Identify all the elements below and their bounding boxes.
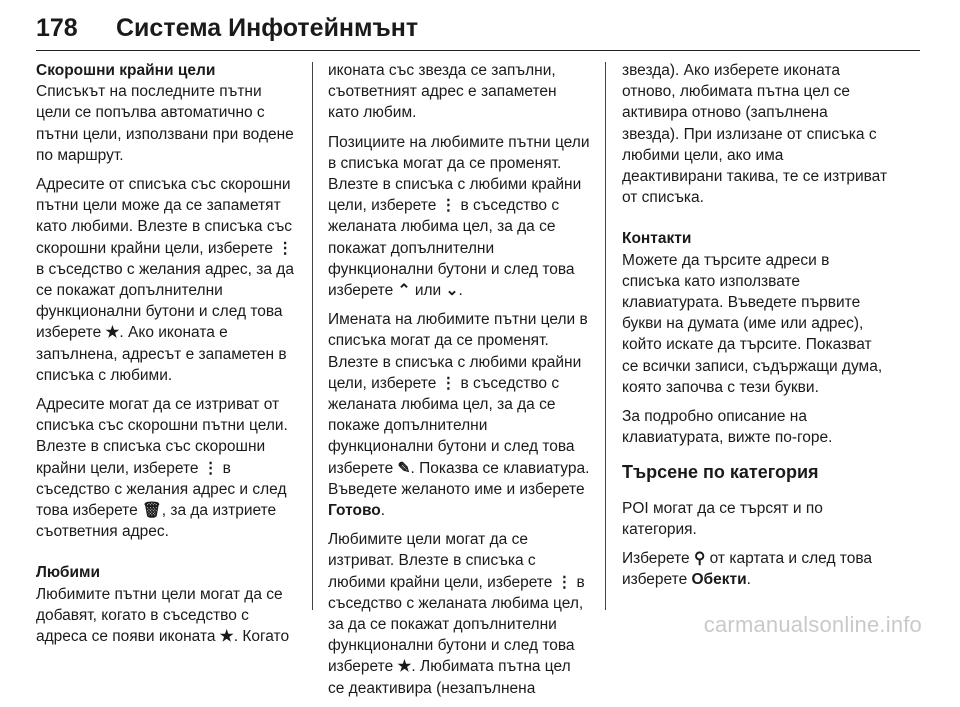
poi-label: Обекти xyxy=(691,571,747,589)
text: или xyxy=(414,282,442,300)
page-number: 178 xyxy=(36,14,78,42)
paragraph: иконата със звезда се запълни, съответният адрес е запаметен като любим. xyxy=(328,62,557,122)
paragraph: Списъкът на последните пътни цели се попълва автоматично с пътни цели, използвани при водене по маршрут. xyxy=(36,83,294,164)
paragraph: Можете да търсите адреси в списъка като използвате клавиатурата. Въведете първите букви на думата (име или адрес), който искате да търсите. Показват се всички записи, съдържащи дума, която започва с тези букви. xyxy=(622,251,883,396)
star-icon: ★ xyxy=(105,324,120,342)
more-icon: ⋮ xyxy=(556,573,573,591)
more-icon: ⋮ xyxy=(440,374,457,392)
text: . Любимата пътна цел се деактивира (незапълнена xyxy=(328,658,571,697)
paragraph xyxy=(36,584,296,648)
text: . xyxy=(458,282,463,300)
column-3 xyxy=(622,60,888,598)
text: Адресите от списъка със скорошни пътни цели може да се запаметят като любими. Влезте в списъка със скорошни крайни цели, изберете xyxy=(36,176,293,257)
text: Позициите на любимите пътни цели в списъка могат да се променят. Влезте в списъка с любими крайни цели, изберете xyxy=(328,133,590,215)
chevron-up-icon: ⌃ xyxy=(397,282,411,300)
text: Адресите могат да се изтриват от списъка със скорошни пътни цели. Влезте в списъка със скорошни крайни цели, изберете xyxy=(36,396,288,477)
section-heading-favorites: Любими xyxy=(36,564,101,582)
column-1 xyxy=(36,60,296,655)
paragraph xyxy=(36,174,296,386)
paragraph: POI могат да се търсят и по категория. xyxy=(622,499,823,538)
paragraph xyxy=(328,529,590,699)
done-label: Готово xyxy=(328,502,381,520)
trash-icon: 🗑 xyxy=(142,502,162,520)
section-heading-category: Търсене по категория xyxy=(622,462,819,483)
search-icon: ⚲ xyxy=(693,550,706,568)
text: от картата и след това изберете xyxy=(622,550,873,589)
text: в съседство с желаната любима цел, за да се покажат допълнителни функционални бутони и след това изберете xyxy=(328,197,575,300)
text: Любимите пътни цели могат да се добавят, когато в съседство с адреса се появи иконата xyxy=(36,585,283,646)
text: . Ако иконата е запълнена, адресът е запаметен в списъка с любими. xyxy=(36,324,287,384)
watermark: carmanualsonline.info xyxy=(703,612,922,637)
paragraph xyxy=(328,309,590,521)
text: . xyxy=(380,502,386,520)
text: . xyxy=(746,571,751,589)
text: . Когато xyxy=(233,628,290,646)
page-header xyxy=(36,10,920,48)
text: Изберете xyxy=(622,550,690,568)
section-heading-recent: Скорошни крайни цели xyxy=(36,62,216,79)
paragraph xyxy=(328,132,590,302)
column-2 xyxy=(328,60,590,707)
text: в съседство с желаната любима цел, за да се покажат допълнителни функционални бутони и след това изберете xyxy=(328,573,585,676)
column-divider xyxy=(605,62,606,610)
paragraph xyxy=(622,548,888,590)
text: Имената на любимите пътни цели в списъка могат да се променят. Влезте в списъка с любими крайни цели, изберете xyxy=(328,311,588,392)
paragraph: За подробно описание на клавиатурата, вижте по-горе. xyxy=(622,408,833,447)
text: в съседство с желания адрес, за да се покажат допълнителни функционални бутони и след това изберете xyxy=(36,260,294,342)
text: . Показва се клавиатура. Въведете желаното име и изберете xyxy=(328,459,590,498)
more-icon: ⋮ xyxy=(202,459,219,477)
header-divider xyxy=(36,50,920,51)
more-icon: ⋮ xyxy=(277,239,293,257)
text: в съседство с желания адрес и след това изберете xyxy=(36,459,287,520)
star-icon: ★ xyxy=(219,628,234,646)
chapter-title: Система Инфотейнмънт xyxy=(116,14,419,42)
column-divider xyxy=(312,62,313,610)
section-heading-contacts: Контакти xyxy=(622,230,692,248)
text: в съседство с желаната любима цел, за да се покаже допълнителни функционални бутони и след това изберете xyxy=(328,374,575,477)
star-icon: ★ xyxy=(397,658,412,676)
paragraph xyxy=(36,394,296,542)
chevron-down-icon: ⌄ xyxy=(445,282,459,300)
text: Любимите цели могат да се изтриват. Влезте в списъка с любими крайни цели, изберете xyxy=(328,531,553,591)
paragraph: звезда). Ако изберете иконата отново, любимата пътна цел се активира отново (запълнена звезда). При излизане от списъка с любими цели, ако има деактивирани такива, те се изтриват от списъка. xyxy=(622,62,888,207)
text: , за да изтриете съответния адрес. xyxy=(36,502,277,541)
more-icon: ⋮ xyxy=(440,197,457,215)
edit-icon: ✎ xyxy=(397,459,411,477)
